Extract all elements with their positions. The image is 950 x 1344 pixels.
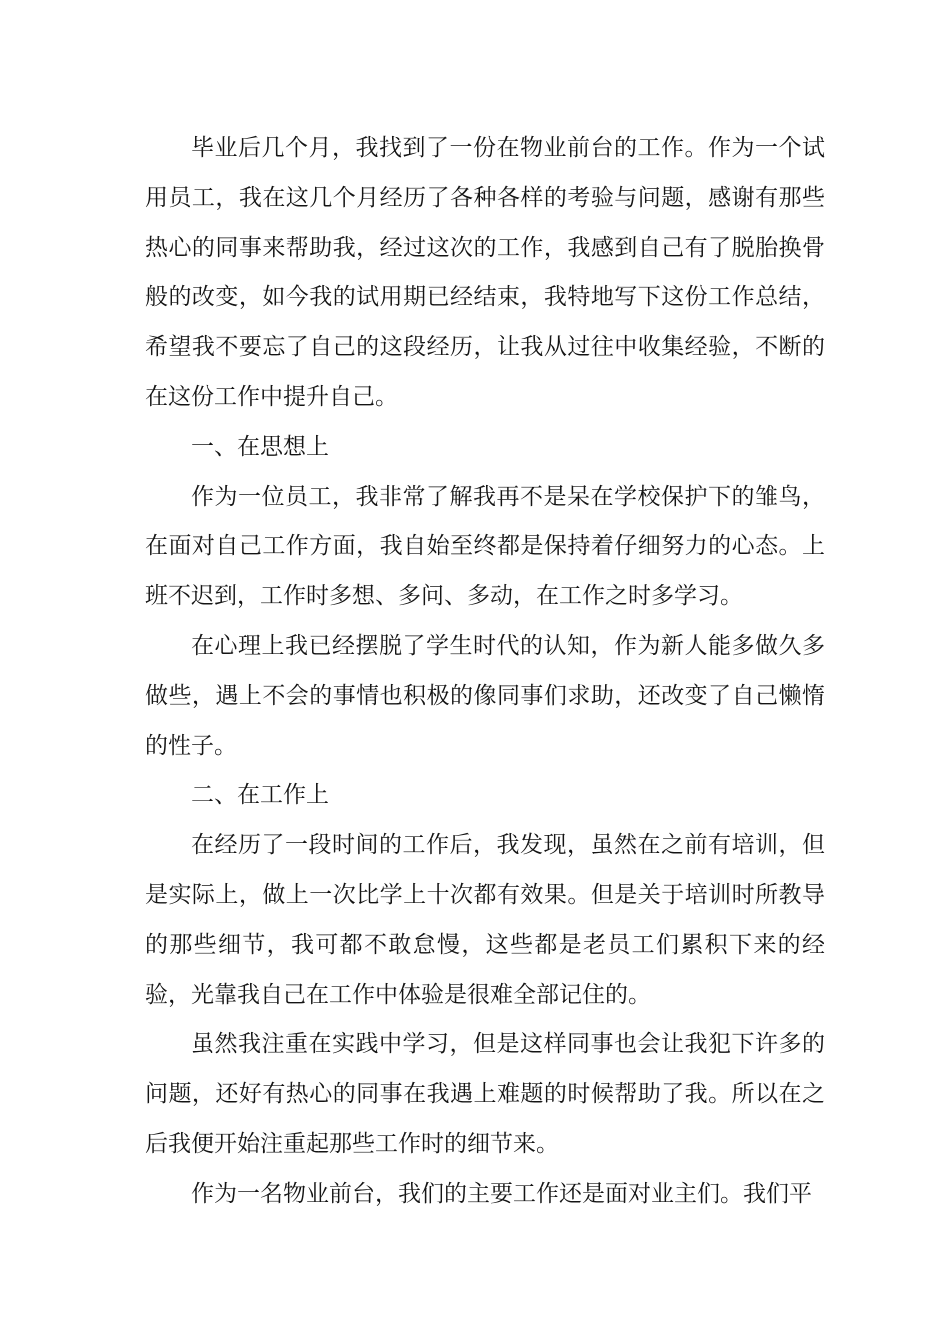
paragraph-work-3: 作为一名物业前台，我们的主要工作还是面对业主们。我们平 <box>191 1180 812 1207</box>
document-body <box>145 124 825 1220</box>
paragraph-work-2: 虽然我注重在实践中学习，但是这样同事也会让我犯下许多的问题，还好有热心的同事在我遇上难题的时候帮助了我。所以在之后我便开始注重起那些工作时的细节来。 <box>145 1031 825 1157</box>
paragraph-intro: 毕业后几个月，我找到了一份在物业前台的工作。作为一个试用员工，我在这几个月经历了各种各样的考验与问题，感谢有那些热心的同事来帮助我，经过这次的工作，我感到自己有了脱胎换骨般的改变，如今我的试用期已经结束，我特地写下这份工作总结，希望我不要忘了自己的这段经历，让我从过往中收集经验，不断的在这份工作中提升自己。 <box>145 135 825 410</box>
paragraph-work-1: 在经历了一段时间的工作后，我发现，虽然在之前有培训，但是实际上，做上一次比学上十次都有效果。但是关于培训时所教导的那些细节，我可都不敢怠慢，这些都是老员工们累积下来的经验，光靠我自己在工作中体验是很难全部记住的。 <box>145 832 825 1008</box>
paragraph-thought-2: 在心理上我已经摆脱了学生时代的认知，作为新人能多做久多做些，遇上不会的事情也积极的像同事们求助，还改变了自己懒惰的性子。 <box>145 632 825 759</box>
section-heading-thought: 一、在思想上 <box>191 433 329 460</box>
section-heading-work: 二、在工作上 <box>191 782 329 809</box>
paragraph-thought-1: 作为一位员工，我非常了解我再不是呆在学校保护下的雏鸟，在面对自己工作方面，我自始至终都是保持着仔细努力的心态。上班不迟到，工作时多想、多问、多动，在工作之时多学习。 <box>145 483 825 610</box>
